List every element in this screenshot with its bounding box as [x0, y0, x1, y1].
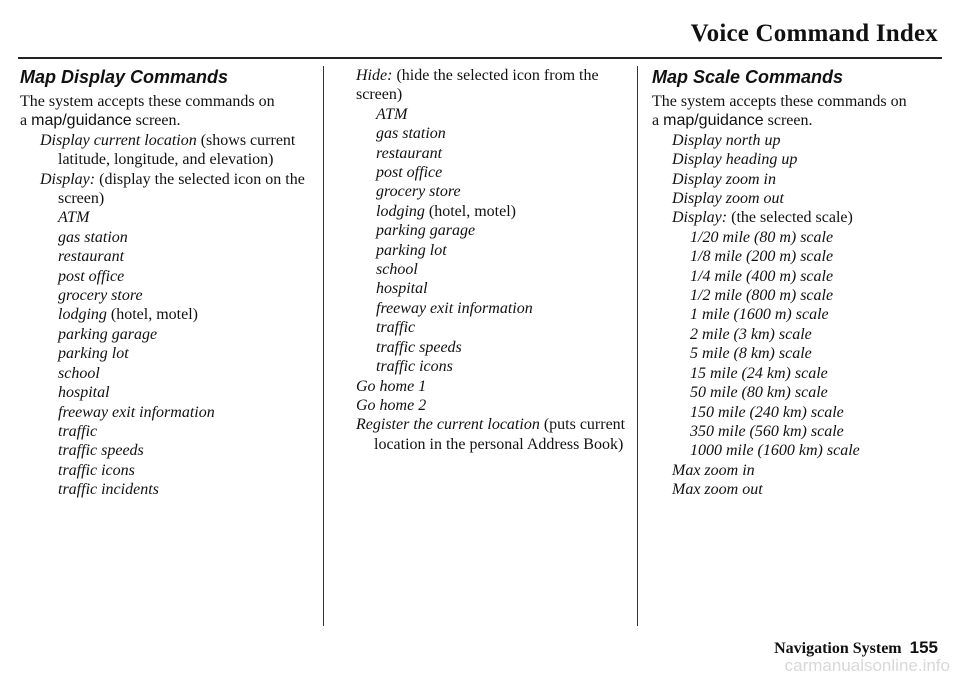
command-entry — [356, 144, 628, 163]
intro-article: a — [652, 112, 660, 130]
command-text: traffic icons — [58, 461, 135, 479]
command-entry — [356, 182, 628, 201]
command-entry: Max zoom out — [672, 481, 763, 499]
command-text: grocery store — [376, 183, 461, 201]
command-text: parking garage — [376, 222, 476, 240]
command-entry — [356, 279, 628, 298]
command-entry — [20, 170, 315, 209]
command-entry — [356, 241, 628, 260]
command-text: Display current location — [40, 131, 197, 149]
command-entry: 1/4 mile (400 m) scale — [690, 267, 834, 285]
intro-pre: The system accepts these commands on — [652, 93, 907, 110]
command-text: traffic speeds — [58, 442, 144, 460]
command-entry — [20, 364, 315, 383]
intro-article: a — [20, 112, 28, 130]
command-entry: Go home 2 — [356, 396, 427, 414]
section-heading: Map Display Commands — [20, 67, 229, 87]
command-entry: 1000 mile (1600 km) scale — [690, 442, 860, 460]
command-entry — [20, 480, 315, 499]
command-text: Display: — [672, 209, 728, 227]
command-text: parking lot — [376, 241, 447, 259]
command-entry — [20, 403, 315, 422]
command-text: gas station — [376, 125, 446, 143]
command-text: ATM — [376, 105, 408, 123]
screen-name: map/guidance — [663, 112, 764, 130]
command-text: parking garage — [58, 325, 158, 343]
command-entry: 5 mile (8 km) scale — [690, 345, 812, 363]
command-text: school — [58, 364, 100, 382]
command-text: traffic incidents — [58, 481, 159, 499]
intro-pre: The system accepts these commands on — [20, 93, 275, 110]
command-note: (hide the selected icon from the screen) — [356, 67, 599, 104]
command-entry — [20, 286, 315, 305]
column-divider — [637, 66, 638, 626]
command-note: (the selected scale) — [731, 209, 853, 227]
watermark: carmanualsonline.info — [784, 656, 950, 675]
command-note: (hotel, motel) — [110, 306, 198, 324]
command-entry: Display zoom out — [672, 190, 784, 208]
command-entry — [356, 338, 628, 357]
command-entry — [20, 267, 315, 286]
command-text: post office — [376, 164, 443, 182]
command-text: grocery store — [58, 287, 143, 305]
page-title: Voice Command Index — [690, 20, 938, 47]
command-text: lodging — [58, 306, 107, 324]
intro-text — [652, 92, 942, 131]
command-text: traffic speeds — [376, 338, 462, 356]
command-entry: Go home 1 — [356, 377, 427, 395]
command-entry: 1/8 mile (200 m) scale — [690, 248, 834, 266]
page-number: 155 — [909, 638, 938, 657]
command-text: freeway exit information — [58, 403, 215, 421]
command-note: (hotel, motel) — [428, 202, 516, 220]
command-entry — [356, 163, 628, 182]
intro-post: screen. — [767, 112, 813, 130]
command-text: gas station — [58, 228, 128, 246]
section-heading: Map Scale Commands — [652, 67, 844, 87]
command-entry: 50 mile (80 km) scale — [690, 384, 828, 402]
command-text: traffic — [376, 319, 416, 337]
command-text: restaurant — [58, 248, 125, 266]
command-text: post office — [58, 267, 125, 285]
map-scale-commands-column — [652, 66, 942, 500]
command-entry — [20, 228, 315, 247]
command-text: Register the current location — [356, 416, 540, 434]
command-entry — [356, 357, 628, 376]
command-text: school — [376, 261, 418, 279]
command-entry — [356, 318, 628, 337]
command-entry: Display north up — [672, 131, 781, 149]
command-note: (display the selected icon on the screen) — [58, 170, 305, 208]
command-entry: Max zoom in — [672, 461, 755, 479]
hide-commands-column — [356, 66, 628, 454]
command-entry: 1/2 mile (800 m) scale — [690, 287, 834, 305]
page-footer — [774, 638, 938, 658]
command-entry — [356, 415, 628, 454]
command-entry — [20, 131, 315, 170]
map-display-commands-column — [20, 66, 315, 500]
command-text: ATM — [58, 209, 90, 227]
command-entry — [356, 66, 628, 105]
command-entry — [20, 344, 315, 363]
command-text: freeway exit information — [376, 299, 533, 317]
command-entry — [356, 124, 628, 143]
command-entry: 2 mile (3 km) scale — [690, 325, 812, 343]
command-text: hospital — [58, 384, 110, 402]
command-entry: 15 mile (24 km) scale — [690, 364, 828, 382]
command-entry — [20, 208, 315, 227]
command-entry: Display zoom in — [672, 170, 776, 188]
command-entry — [20, 247, 315, 266]
command-entry — [356, 105, 628, 124]
intro-post: screen. — [135, 112, 181, 130]
command-text: hospital — [376, 280, 428, 298]
column-divider — [323, 66, 324, 626]
command-entry — [356, 202, 628, 221]
title-rule — [18, 57, 942, 59]
intro-text — [20, 92, 315, 131]
command-entry — [356, 260, 628, 279]
command-entry — [20, 441, 315, 460]
screen-name: map/guidance — [31, 112, 132, 130]
command-entry — [356, 299, 628, 318]
command-entry — [356, 221, 628, 240]
footer-section: Navigation System — [774, 640, 902, 657]
command-entry: 150 mile (240 km) scale — [690, 403, 844, 421]
command-note: (shows current latitude, longitude, and elevation) — [58, 131, 296, 169]
command-entry: 1/20 mile (80 m) scale — [690, 228, 834, 246]
command-text: traffic — [58, 422, 98, 440]
command-entry — [20, 461, 315, 480]
command-entry: Display heading up — [672, 151, 798, 169]
command-entry: 1 mile (1600 m) scale — [690, 306, 829, 324]
command-text: traffic icons — [376, 358, 453, 376]
command-text: Hide: — [356, 67, 393, 84]
command-text: lodging — [376, 202, 425, 220]
command-text: parking lot — [58, 345, 129, 363]
command-text: restaurant — [376, 144, 443, 162]
command-entry — [20, 325, 315, 344]
command-entry — [20, 305, 315, 324]
command-note: (puts current location in the personal Address Book) — [374, 416, 626, 453]
command-entry — [20, 422, 315, 441]
command-entry: 350 mile (560 km) scale — [690, 422, 844, 440]
command-entry — [20, 383, 315, 402]
command-entry — [652, 208, 942, 227]
command-text: Display: — [40, 170, 96, 188]
